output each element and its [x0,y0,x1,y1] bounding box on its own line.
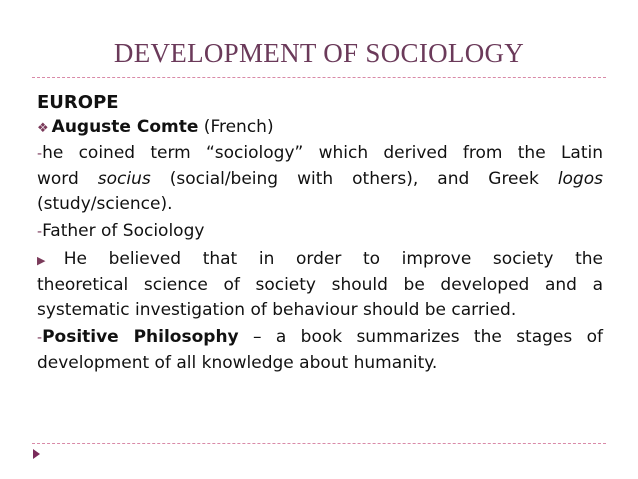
comte-name: Auguste Comte [51,117,199,137]
coined-line-2: word socius (social/being with others), and Greek logos [37,169,603,189]
coined-line-3: (study/science). [37,194,173,214]
triangle-bullet-icon: ▶ [37,254,62,267]
dash-marker: - [37,330,43,346]
title-divider [32,77,606,78]
play-arrow-icon[interactable] [33,449,40,459]
term-logos: logos [557,169,603,189]
dash-marker: - [37,146,43,162]
believed-line-3: systematic investigation of behaviour should be carried. [37,300,517,320]
positive-line-2: development of all knowledge about humanity. [37,353,438,373]
father-line: -Father of Sociology [37,221,205,241]
book-title: Positive Philosophy [42,327,239,347]
coined-line-1: -he coined term “sociology” which derived from the Latin [37,143,603,163]
believed-line-1: ▶ He believed that in order to improve society the [37,249,603,269]
comte-bullet-line [37,115,603,141]
section-heading: EUROPE [37,92,119,113]
positive-line-1: -Positive Philosophy – a book summarizes the stages of [37,327,603,347]
believed-line-2: theoretical science of society should be developed and a [37,275,603,295]
comte-note: (French) [198,117,274,137]
slide-body [37,90,603,376]
slide-title: DEVELOPMENT OF SOCIOLOGY [113,38,525,68]
diamond-bullet-icon: ❖ [37,121,49,136]
dash-marker: - [37,224,43,240]
term-socius: socius [97,169,151,189]
footer-divider [32,443,606,444]
